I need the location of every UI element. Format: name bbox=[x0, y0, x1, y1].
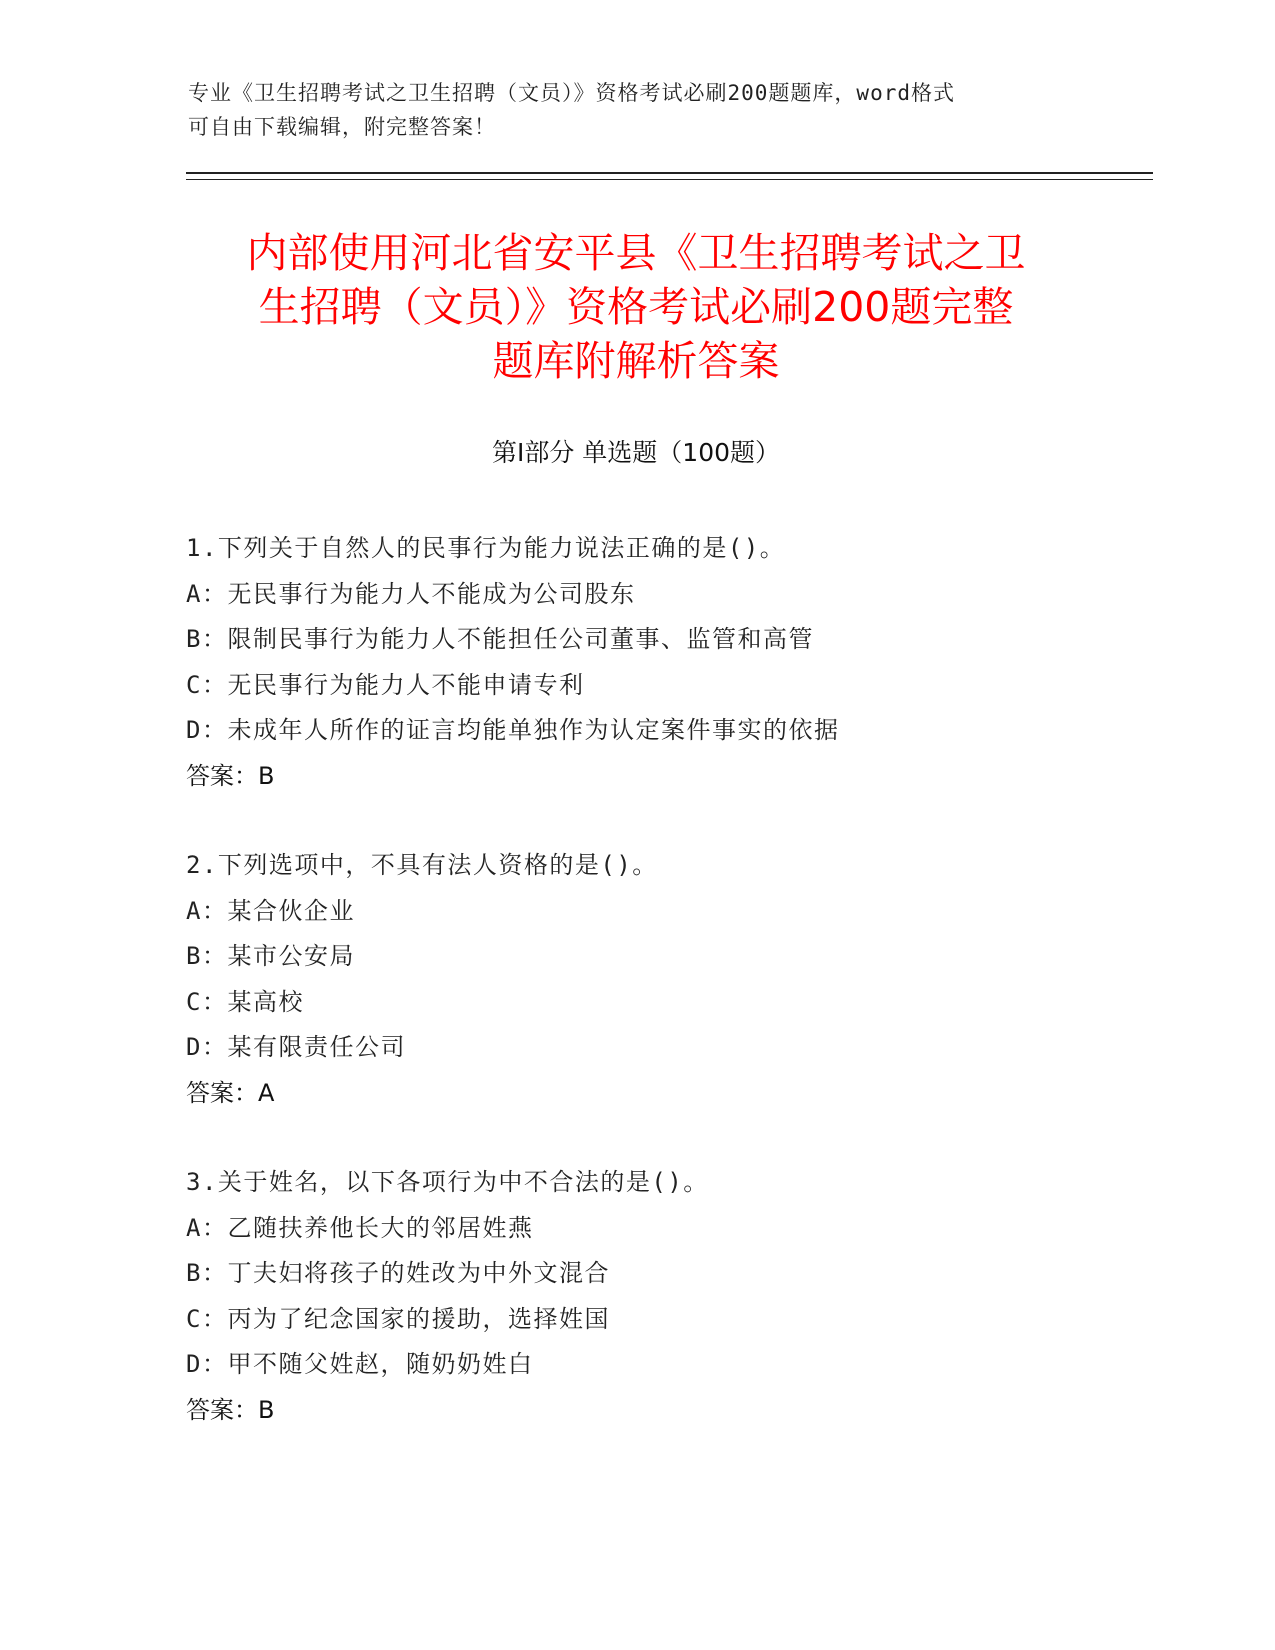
answer: 答案：B bbox=[186, 761, 275, 790]
option-b: B：限制民事行为能力人不能担任公司董事、监管和高管 bbox=[186, 625, 814, 653]
option-c: C：无民事行为能力人不能申请专利 bbox=[186, 670, 585, 699]
header-divider-thick bbox=[186, 172, 1153, 174]
option-c: C：丙为了纪念国家的援助，选择姓国 bbox=[186, 1304, 610, 1333]
header-divider-thin bbox=[186, 179, 1153, 180]
option-b: B：某市公安局 bbox=[186, 942, 355, 970]
document-title bbox=[186, 226, 1086, 388]
header-note bbox=[188, 76, 1088, 144]
question-1 bbox=[186, 526, 1146, 799]
option-d: D：未成年人所作的证言均能单独作为认定案件事实的依据 bbox=[186, 716, 840, 744]
question-stem: 1.下列关于自然人的民事行为能力说法正确的是()。 bbox=[186, 534, 786, 562]
document-title-line-3: 题库附解析答案 bbox=[492, 337, 780, 385]
answer: 答案：A bbox=[186, 1078, 275, 1107]
option-a: A：乙随扶养他长大的邻居姓燕 bbox=[186, 1213, 534, 1242]
question-stem: 3.关于姓名，以下各项行为中不合法的是()。 bbox=[186, 1168, 709, 1196]
question-2 bbox=[186, 843, 1146, 1116]
header-note-line-1: 专业《卫生招聘考试之卫生招聘（文员）》资格考试必刷200题题库，word格式 bbox=[188, 81, 955, 105]
document-title-line-1: 内部使用河北省安平县《卫生招聘考试之卫 bbox=[246, 229, 1026, 277]
option-a: A：某合伙企业 bbox=[186, 896, 355, 925]
question-list bbox=[186, 526, 1146, 1477]
question-stem: 2.下列选项中，不具有法人资格的是()。 bbox=[186, 851, 658, 879]
header-note-line-2: 可自由下载编辑，附完整答案！ bbox=[188, 115, 496, 139]
question-3 bbox=[186, 1160, 1146, 1433]
option-d: D：甲不随父姓赵，随奶奶姓白 bbox=[186, 1350, 534, 1378]
document-title-line-2: 生招聘（文员）》资格考试必刷200题完整 bbox=[258, 283, 1014, 331]
option-c: C：某高校 bbox=[186, 987, 304, 1016]
option-b: B：丁夫妇将孩子的姓改为中外文混合 bbox=[186, 1259, 610, 1287]
section-title: 第Ⅰ部分 单选题（100题） bbox=[491, 438, 781, 467]
option-d: D：某有限责任公司 bbox=[186, 1033, 406, 1061]
answer: 答案：B bbox=[186, 1395, 275, 1424]
option-a: A：无民事行为能力人不能成为公司股东 bbox=[186, 579, 636, 608]
